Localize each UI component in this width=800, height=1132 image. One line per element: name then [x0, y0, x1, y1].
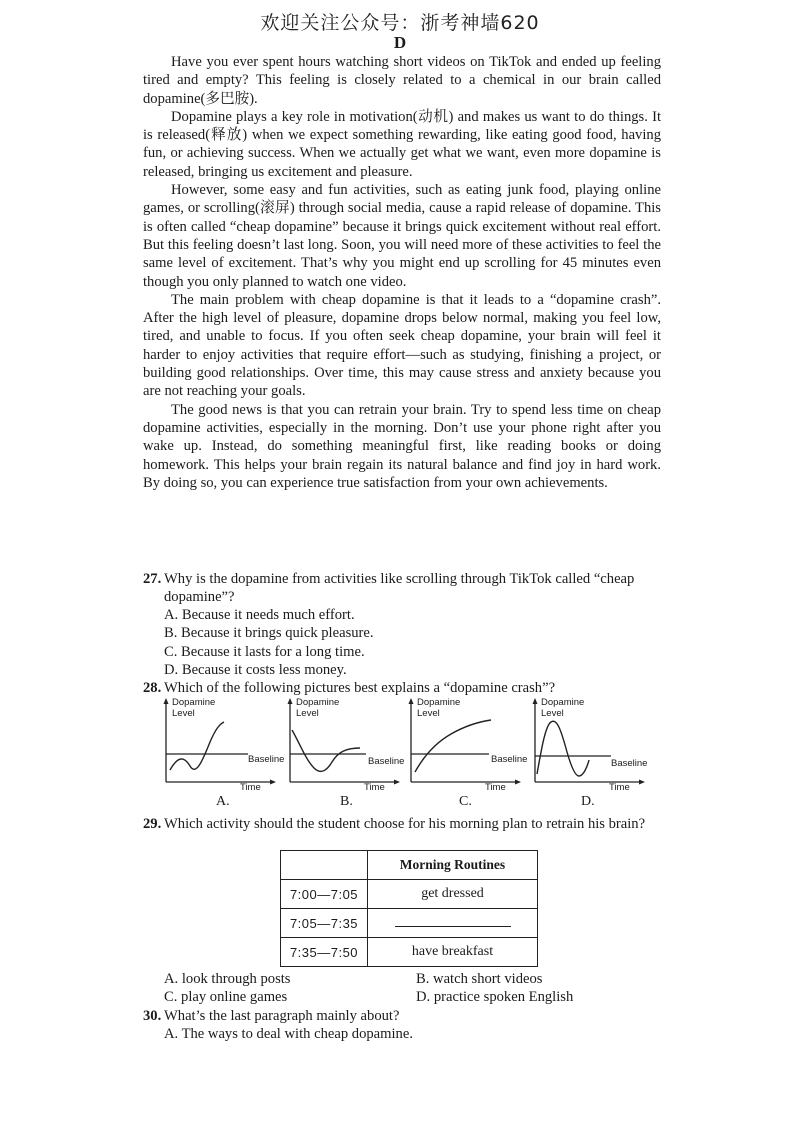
- table-header-row: [281, 851, 538, 880]
- question-27-option-d[interactable]: D. Because it costs less money.: [164, 661, 347, 678]
- table-header-routines: Morning Routines: [368, 851, 538, 880]
- question-30-stem: [143, 1007, 673, 1025]
- question-27-stem: [143, 570, 673, 606]
- question-29-option-b[interactable]: B. watch short videos: [416, 971, 543, 987]
- graph-c[interactable]: [405, 696, 528, 809]
- graph-b-letter: B.: [340, 794, 353, 809]
- paragraph-1: Have you ever spent hours watching short videos on TikTok and ended up feeling tired and empty? This feeling is closely related to a chemical in our brain called dopamine(多巴胺).: [143, 54, 661, 107]
- question-29-options: [143, 970, 673, 1007]
- paragraph-4: The main problem with cheap dopamine is that it leads to a “dopamine crash”. After the high level of pleasure, dopamine drops below normal, making you feel low, tired, and unable to focus. If you often seek cheap dopamine, your brain will feel it harder to enjoy activities that require effort—such as studying, finishing a project, or building good relationships. Over time, this may cause stress and anxiety because you are not reaching your goals.: [143, 291, 661, 400]
- reading-passage: [143, 53, 661, 492]
- graph-b-xlabel: Time: [364, 782, 385, 793]
- question-30-number: 30.: [143, 1008, 162, 1024]
- table-cell-time: 7:00—7:05: [281, 880, 368, 909]
- graph-d[interactable]: [529, 696, 649, 808]
- graph-b-ylabel: Dopamine Level: [296, 697, 340, 719]
- paragraph-5: The good news is that you can retrain your brain. Try to spend less time on cheap dopamine activities, especially in the morning. Don’t use your phone right after you wake up. Instead, do something meaningful first, like reading books or doing homework. This helps your brain regain its natural balance and find joy in hard work. By doing so, you can experience true satisfaction from your own achievements.: [143, 401, 661, 491]
- graph-d-baseline-label: Baseline: [611, 758, 648, 769]
- morning-routines-table: [280, 850, 538, 967]
- graph-a-baseline-label: Baseline: [248, 754, 285, 765]
- table-cell-time: 7:05—7:35: [281, 909, 368, 938]
- answer-blank[interactable]: [395, 914, 511, 927]
- table-header-time: [281, 851, 368, 880]
- question-27-option-b[interactable]: B. Because it brings quick pleasure.: [164, 625, 374, 642]
- graph-c-ylabel: Dopamine Level: [417, 697, 461, 719]
- table-cell-activity: get dressed: [368, 880, 538, 909]
- table-cell-activity-blank: [368, 909, 538, 938]
- graph-c-xlabel: Time: [485, 782, 506, 793]
- graph-c-letter: C.: [459, 794, 472, 809]
- graph-d-ylabel: Dopamine Level: [541, 697, 585, 719]
- question-28-text: Which of the following pictures best explains a “dopamine crash”?: [164, 680, 556, 696]
- question-29-options-row-1: [164, 970, 673, 988]
- question-29-option-d[interactable]: D. practice spoken English: [416, 989, 574, 1006]
- graph-d-xlabel: Time: [609, 782, 630, 793]
- question-29-option-a[interactable]: A. look through posts: [164, 971, 291, 987]
- question-30-text: What’s the last paragraph mainly about?: [164, 1008, 400, 1024]
- question-28: [143, 679, 673, 697]
- question-27-option-c[interactable]: C. Because it lasts for a long time.: [164, 643, 365, 660]
- graph-d-letter: D.: [581, 794, 595, 809]
- question-30-option-a[interactable]: A. The ways to deal with cheap dopamine.: [164, 1026, 413, 1042]
- question-27: [143, 570, 673, 679]
- section-letter: D: [393, 33, 407, 52]
- table-row: [281, 880, 538, 909]
- question-29-options-row-2: [164, 988, 673, 1006]
- paragraph-2: Dopamine plays a key role in motivation(动机) and makes us want to do things. It is released(释放) when we expect something rewarding, like eating good food, having fun, or achieving success. When we actually get what we want, even more dopamine is released, bringing us excitement and pleasure.: [143, 108, 661, 180]
- question-27-text: Why is the dopamine from activities like scrolling through TikTok called “cheap dopamine”?: [164, 571, 635, 605]
- question-29-stem: [143, 815, 664, 833]
- question-30: [143, 1007, 673, 1043]
- question-29-option-c[interactable]: C. play online games: [164, 989, 288, 1006]
- graph-a[interactable]: [160, 696, 285, 809]
- watermark-header: 欢迎关注公众号：浙考神墙620: [260, 12, 540, 34]
- table-cell-time: 7:35—7:50: [281, 938, 368, 967]
- table-cell-activity: have breakfast: [368, 938, 538, 967]
- graph-a-xlabel: Time: [240, 782, 261, 793]
- question-27-option-a[interactable]: A. Because it needs much effort.: [164, 607, 355, 623]
- question-28-number: 28.: [143, 680, 162, 696]
- question-28-stem: [143, 679, 673, 697]
- question-29-number: 29.: [143, 816, 162, 832]
- question-29-text: Which activity should the student choose for his morning plan to retrain his brain?: [164, 816, 646, 832]
- graph-a-ylabel: Dopamine Level: [172, 697, 216, 719]
- graph-b[interactable]: [284, 696, 404, 808]
- graph-c-baseline-label: Baseline: [491, 754, 528, 765]
- graph-b-baseline-label: Baseline: [368, 756, 405, 767]
- table-row: [281, 938, 538, 967]
- table-row: [281, 909, 538, 938]
- question-29: [143, 815, 673, 833]
- paragraph-3: However, some easy and fun activities, such as eating junk food, playing online games, or scrolling(滚屏) through social media, cause a rapid release of dopamine. This is often called “cheap dopamine” because it brings quick excitement without real effort. But this feeling doesn’t last long. Soon, you will need more of these activities to feel the same level of excitement. That’s why you might end up scrolling for 45 minutes even though you only planned to watch one video.: [143, 182, 661, 290]
- graph-a-letter: A.: [216, 794, 230, 809]
- question-27-number: 27.: [143, 571, 162, 587]
